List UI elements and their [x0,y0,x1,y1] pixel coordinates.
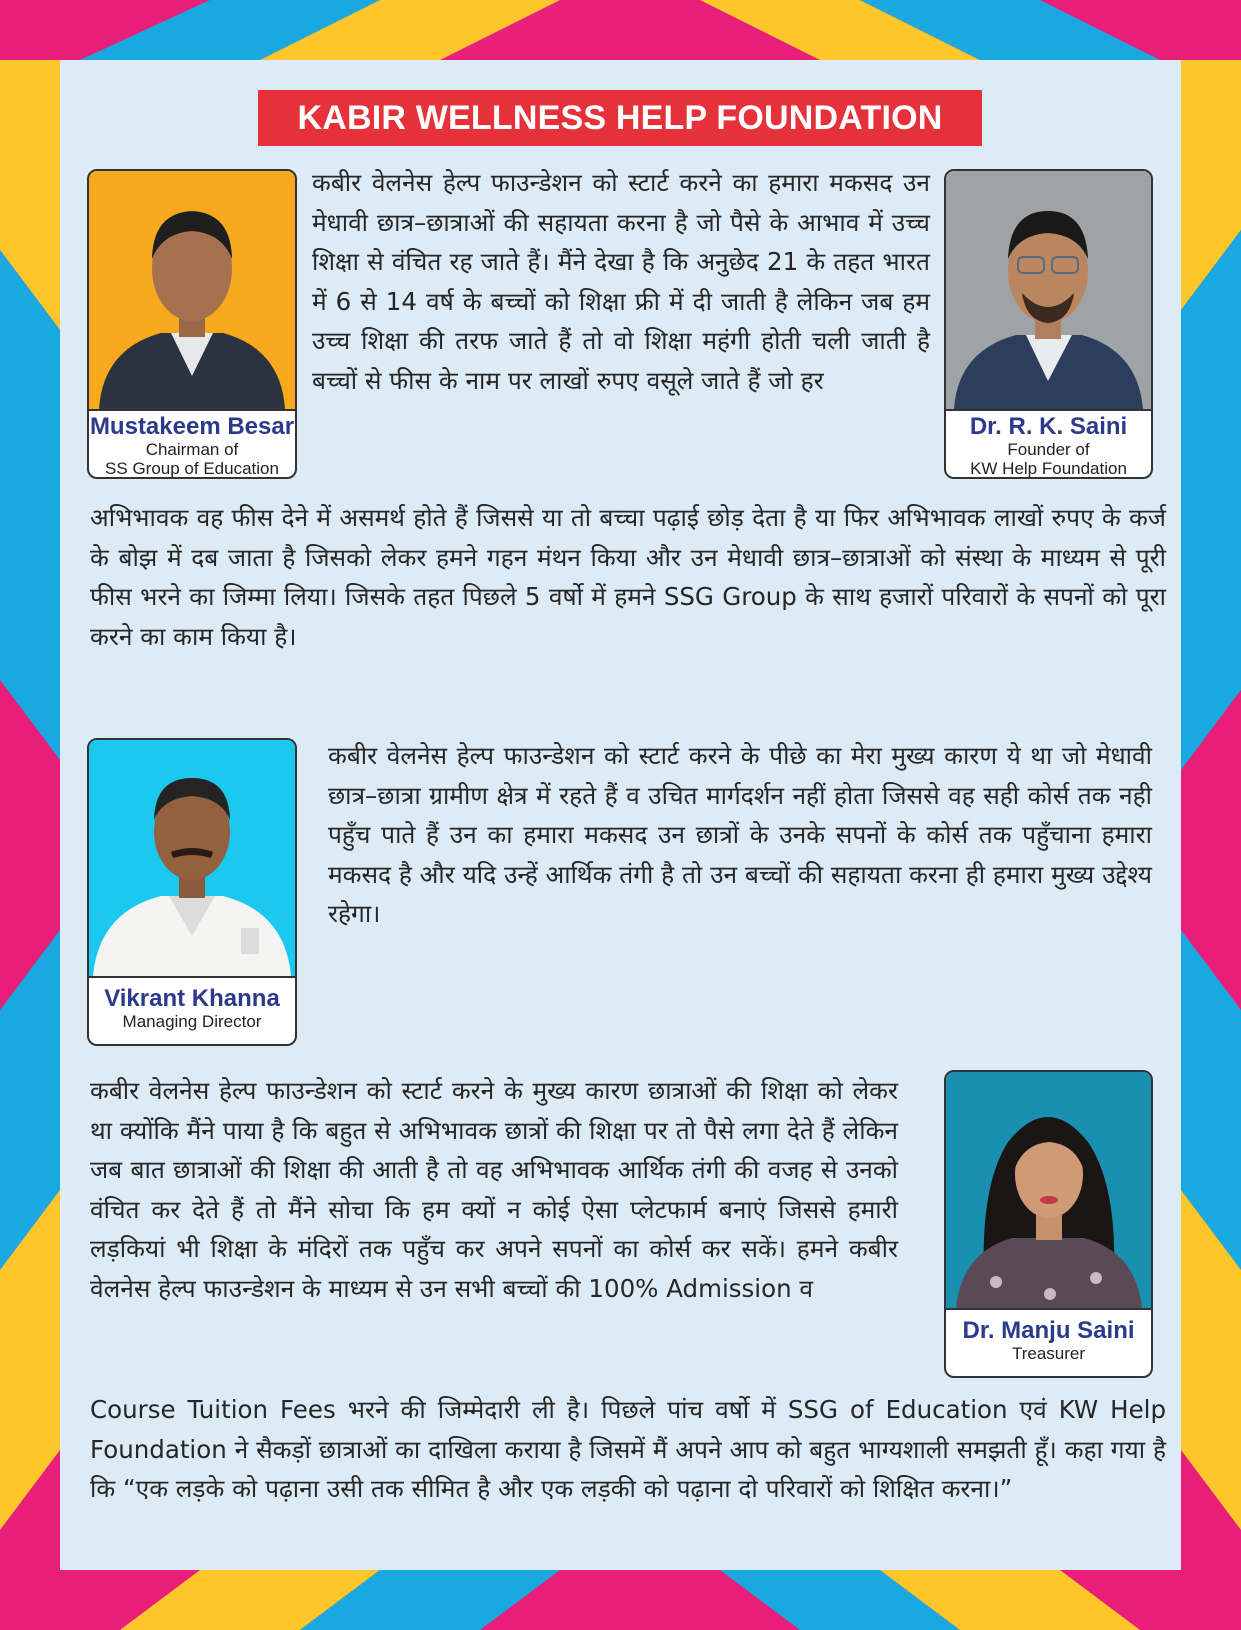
page-title: KABIR WELLNESS HELP FOUNDATION [258,90,982,146]
profile-card-manju [944,1070,1153,1378]
profile-name: Mustakeem Besar [89,413,295,440]
paragraph-3-bottom: Course Tuition Fees भरने की जिम्मेदारी ली है। पिछले पांच वर्षो में SSG of Education एवं KW Help Foundation ने सैकड़ों छात्राओं का दाखिला कराया है जिसमें मैं अपने आप को बहुत भाग्यशाली समझती हूँ। कहा गया है कि “एक लड़के को पढ़ाना उसी तक सीमित है और एक लड़की को पढ़ाना दो परिवारों को शिक्षित करना।” [90,1395,1166,1503]
profile-role: KW Help Foundation [970,459,1127,478]
portrait-photo-vikrant [89,740,295,978]
profile-card-mustakeem [87,169,297,479]
profile-name: Dr. R. K. Saini [969,413,1128,440]
paragraph-1-top: कबीर वेलनेस हेल्प फाउन्डेशन को स्टार्ट करने का हमारा मकसद उन मेधावी छात्र–छात्राओं की सहायता करना है जो पैसे के आभाव में उच्च शिक्षा से वंचित रह जाते हैं। मैंने देखा है कि अनुछेद 21 के तहत भारत में 6 से 14 वर्ष के बच्चों को शिक्षा फ्री में दी जाती है लेकिन जब हम उच्च शिक्षा की तरफ जाते हैं तो वो शिक्षा महंगी होती चली जाती है बच्चों से फीस के नाम पर लाखों रुपए वसूले जाते हैं जो हर [312,168,930,395]
profile-card-saini [944,169,1153,479]
paragraph-3-top: कबीर वेलनेस हेल्प फाउन्डेशन को स्टार्ट करने के मुख्य कारण छात्राओं की शिक्षा को लेकर था क्योंकि मैंने पाया है कि बहुत से अभिभावक छात्रों की शिक्षा पर तो पैसे लगा देते हैं लेकिन जब बात छात्राओं की शिक्षा की आती है तो वह अभिभावक आर्थिक तंगी की वजह से उनको वंचित कर देते हैं तो मैंने सोचा कि हम क्यों न कोई ऐसा प्लेटफार्म बनाएं जिससे हमारी लड़कियां भी शिक्षा के मंदिरों तक पहुँच कर अपने सपनों का कोर्स कर सकें। हमने कबीर वेलनेस हेल्प फाउन्डेशन के माध्यम से उन सभी बच्चों की 100% Admission व [90,1076,898,1303]
profile-role: Treasurer [1011,1344,1086,1363]
profile-name: Vikrant Khanna [104,985,280,1012]
profile-name: Dr. Manju Saini [962,1317,1135,1344]
portrait-photo-mustakeem [89,171,295,411]
portrait-photo-saini [946,171,1151,411]
portrait-photo-manju [946,1072,1151,1310]
profile-role: SS Group of Education [105,459,279,478]
profile-role: Founder of [1007,440,1090,459]
caption-saini [946,411,1151,478]
paragraph-1-bottom: अभिभावक वह फीस देने में असमर्थ होते हैं जिससे या तो बच्चा पढ़ाई छोड़ देता है या फिर अभिभावक लाखों रुपए के कर्ज के बोझ में दब जाता है जिसको लेकर हमने गहन मंथन किया और उन मेधावी छात्र–छात्राओं को संस्था के माध्यम से पूरी फीस भरने का जिम्मा लिया। जिसके तहत पिछले 5 वर्षो में हमने SSG Group के साथ हजारों परिवारों के सपनों को पूरा करने का काम किया है। [90,503,1166,651]
caption-vikrant [89,978,295,1031]
profile-role: Managing Director [122,1012,262,1031]
profile-card-vikrant [87,738,297,1046]
caption-mustakeem [89,411,295,478]
caption-manju [946,1310,1151,1363]
profile-role: Chairman of [145,440,239,459]
paragraph-2: कबीर वेलनेस हेल्प फाउन्डेशन को स्टार्ट करने के पीछे का मेरा मुख्य कारण ये था जो मेधावी छात्र–छात्रा ग्रामीण क्षेत्र में रहते हैं व उचित मार्गदर्शन नहीं होता जिससे वह सही कोर्स तक नही पहुँच पाते हैं उन का हमारा मकसद उन छात्रों के उनके सपनों के कोर्स तक पहुँचाना हमारा मकसद है और यदि उन्हें आर्थिक तंगी है तो उन बच्चों की सहायता करना ही हमारा मुख्य उद्देश्य रहेगा। [328,741,1152,928]
